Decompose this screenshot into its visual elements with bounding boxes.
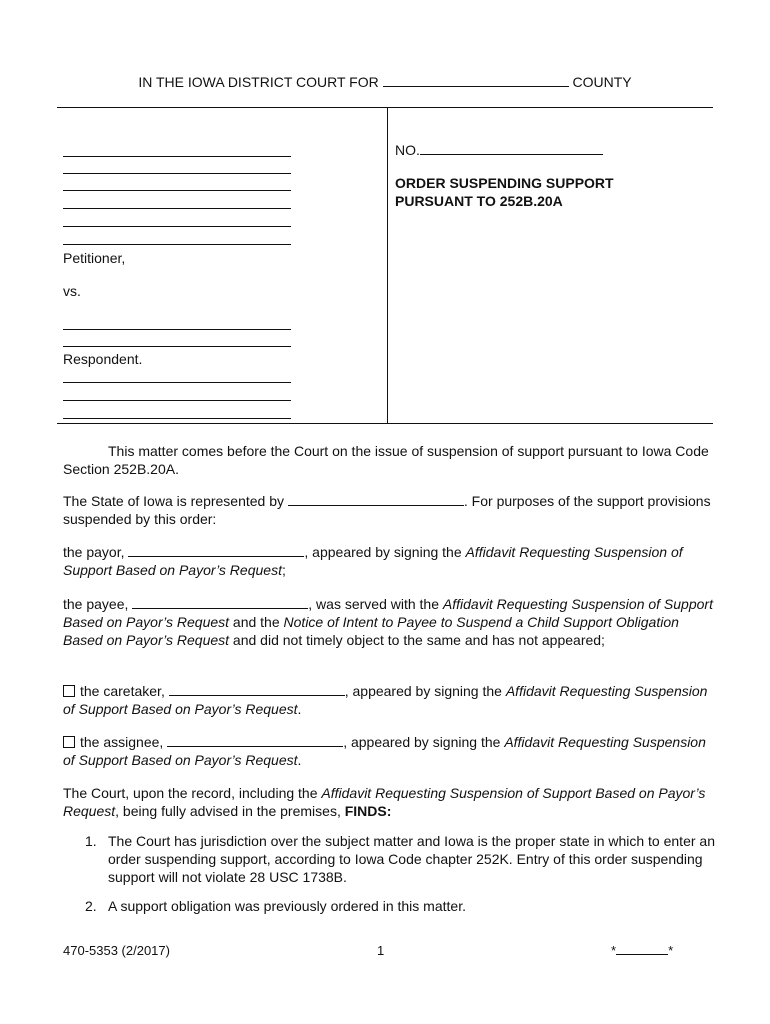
payor-name-blank[interactable] xyxy=(128,544,304,557)
payee-and: and the xyxy=(232,614,280,630)
footer-mark-right: * xyxy=(668,943,674,958)
court-affidavit-title: Affidavit Requesting Suspension of Support Based on Payor’s Request xyxy=(63,785,706,819)
payor-paragraph xyxy=(63,543,713,579)
respondent-line-2[interactable] xyxy=(63,346,291,347)
assignee-name-blank[interactable] xyxy=(167,734,343,747)
page-number: 1 xyxy=(377,943,385,958)
payor-end: ; xyxy=(281,562,286,578)
caretaker-name-blank[interactable] xyxy=(169,683,345,696)
payor-mid: , appeared by signing the xyxy=(304,544,462,560)
finding-number: 2. xyxy=(85,898,97,914)
footer-mark-blank[interactable] xyxy=(616,943,668,955)
caption-bottom-rule xyxy=(57,423,713,424)
caption-divider xyxy=(387,107,388,423)
caretaker-prefix: the caretaker, xyxy=(80,683,165,699)
court-findings-paragraph xyxy=(63,784,713,820)
respondent-label: Respondent. xyxy=(63,351,143,367)
payee-name-blank[interactable] xyxy=(132,596,308,609)
caretaker-paragraph xyxy=(63,682,713,718)
state-paragraph xyxy=(63,492,713,528)
payee-mid: , was served with the xyxy=(308,596,440,612)
finding-text: The Court has jurisdiction over the subject matter and Iowa is the proper state in which to enter an order suspending support, according to Iowa Code chapter 252K. Entry of this order suspending support will not violate 28 USC 1738B. xyxy=(108,833,715,885)
court-prefix: The Court, upon the record, including the xyxy=(63,785,318,801)
petitioner-line-4[interactable] xyxy=(63,208,291,209)
petitioner-line-3[interactable] xyxy=(63,190,291,191)
case-number xyxy=(395,142,603,158)
respondent-line-3[interactable] xyxy=(63,382,291,383)
case-number-blank[interactable] xyxy=(420,142,603,155)
payee-prefix: the payee, xyxy=(63,596,129,612)
state-suffix: . For purposes of the support provisions suspended by this order: xyxy=(63,493,711,527)
case-number-label: NO. xyxy=(395,142,420,158)
order-title-line1: ORDER SUSPENDING SUPPORT xyxy=(395,175,614,191)
finding-number: 1. xyxy=(85,833,97,849)
petitioner-line-5[interactable] xyxy=(63,226,291,227)
footer-mark xyxy=(611,943,673,958)
respondent-line-5[interactable] xyxy=(63,418,291,419)
finding-item xyxy=(85,832,715,886)
assignee-checkbox[interactable] xyxy=(63,736,75,748)
county-blank[interactable] xyxy=(383,74,569,87)
court-mid: , being fully advised in the premises, xyxy=(115,803,341,819)
caption-top-rule xyxy=(57,107,713,108)
petitioner-line-2[interactable] xyxy=(63,173,291,174)
caretaker-end: . xyxy=(297,701,302,717)
state-prefix: The State of Iowa is represented by xyxy=(63,493,285,509)
assignee-end: . xyxy=(297,752,302,768)
caretaker-mid: , appeared by signing the xyxy=(344,683,502,699)
assignee-affidavit-title: Affidavit Requesting Suspension of Support Based on Payor’s Request xyxy=(63,734,706,768)
payor-affidavit-title: Affidavit Requesting Suspension of Support Based on Payor’s Request xyxy=(63,544,683,578)
order-title-line2: PURSUANT TO 252B.20A xyxy=(395,193,563,209)
assignee-prefix: the assignee, xyxy=(80,734,164,750)
assignee-paragraph xyxy=(63,733,713,769)
caretaker-affidavit-title: Affidavit Requesting Suspension of Support Based on Payor’s Request xyxy=(63,683,708,717)
respondent-line-1[interactable] xyxy=(63,329,291,330)
payee-affidavit-title: Affidavit Requesting Suspension of Support Based on Payor’s Request xyxy=(63,596,713,630)
petitioner-line-1[interactable] xyxy=(63,156,291,157)
order-title xyxy=(395,174,695,210)
vs-label: vs. xyxy=(63,283,81,299)
petitioner-line-6[interactable] xyxy=(63,244,291,245)
respondent-line-4[interactable] xyxy=(63,400,291,401)
caretaker-checkbox[interactable] xyxy=(63,685,75,697)
footer-mark-left: * xyxy=(611,943,617,958)
court-header xyxy=(0,74,770,90)
state-representative-blank[interactable] xyxy=(288,493,464,506)
finds-label: FINDS: xyxy=(344,803,392,819)
court-header-suffix: COUNTY xyxy=(572,74,632,90)
court-header-prefix: IN THE IOWA DISTRICT COURT FOR xyxy=(138,74,379,90)
finding-text: A support obligation was previously ordered in this matter. xyxy=(108,898,466,914)
petitioner-label: Petitioner, xyxy=(63,250,126,266)
payee-notice-title: Notice of Intent to Payee to Suspend a Child Support Obligation Based on Payor’s Request xyxy=(63,614,679,648)
payor-prefix: the payor, xyxy=(63,544,125,560)
finding-item xyxy=(85,897,715,915)
form-number: 470-5353 (2/2017) xyxy=(63,943,170,958)
assignee-mid: , appeared by signing the xyxy=(343,734,501,750)
payee-end: and did not timely object to the same and has not appeared; xyxy=(232,632,605,648)
payee-paragraph xyxy=(63,595,713,649)
intro-paragraph: This matter comes before the Court on the issue of suspension of support pursuant to Iowa Code Section 252B.20A. xyxy=(63,443,709,477)
